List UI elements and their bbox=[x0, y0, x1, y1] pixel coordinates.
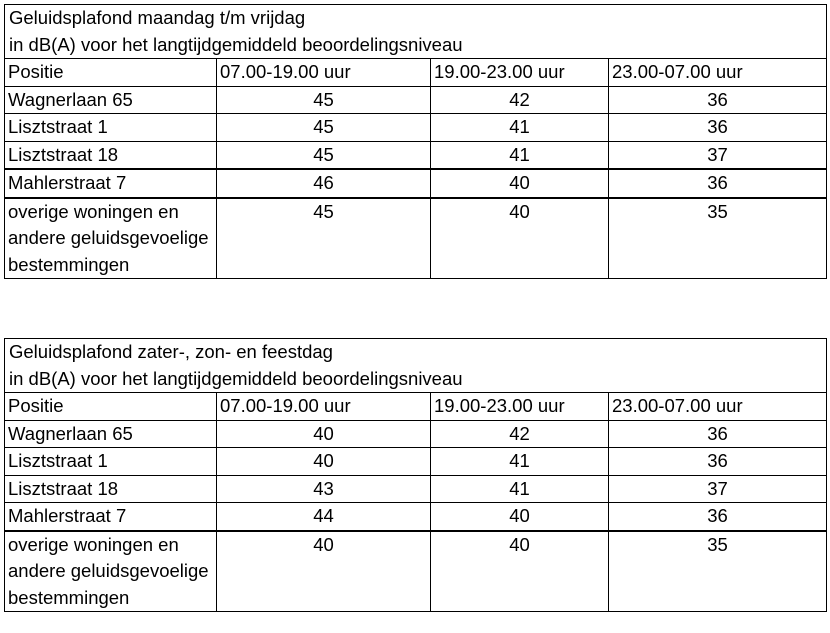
night-value-cell: 36 bbox=[609, 448, 827, 476]
night-value-cell: 36 bbox=[609, 420, 827, 448]
position-cell: overige woningen en andere geluidsgevoelige bestemmingen bbox=[5, 198, 217, 279]
table-subtitle-line: in dB(A) voor het langtijdgemiddeld beoordelingsniveau bbox=[9, 367, 463, 389]
table-row bbox=[5, 198, 827, 279]
position-cell: overige woningen en andere geluidsgevoelige bestemmingen bbox=[5, 531, 217, 612]
table-row bbox=[5, 475, 827, 503]
evening-value-cell: 42 bbox=[431, 86, 609, 114]
table-subtitle-line: in dB(A) voor het langtijdgemiddeld beoordelingsniveau bbox=[9, 33, 463, 55]
position-cell: Wagnerlaan 65 bbox=[5, 86, 217, 114]
table-row bbox=[5, 531, 827, 612]
table-row bbox=[5, 169, 827, 198]
day-value-cell: 46 bbox=[217, 169, 431, 198]
table-row bbox=[5, 141, 827, 169]
position-cell: Lisztstraat 1 bbox=[5, 448, 217, 476]
column-header-position: Positie bbox=[5, 59, 217, 87]
column-header-night: 23.00-07.00 uur bbox=[609, 393, 827, 421]
evening-value-cell: 41 bbox=[431, 475, 609, 503]
day-value-cell: 40 bbox=[217, 448, 431, 476]
day-value-cell: 45 bbox=[217, 198, 431, 279]
column-header-evening: 19.00-23.00 uur bbox=[431, 59, 609, 87]
day-value-cell: 43 bbox=[217, 475, 431, 503]
column-header-day: 07.00-19.00 uur bbox=[217, 59, 431, 87]
evening-value-cell: 41 bbox=[431, 141, 609, 169]
column-header-position: Positie bbox=[5, 393, 217, 421]
table-row bbox=[5, 420, 827, 448]
night-value-cell: 35 bbox=[609, 531, 827, 612]
evening-value-cell: 42 bbox=[431, 420, 609, 448]
column-header-evening: 19.00-23.00 uur bbox=[431, 393, 609, 421]
position-cell: Mahlerstraat 7 bbox=[5, 503, 217, 531]
day-value-cell: 44 bbox=[217, 503, 431, 531]
position-cell: Lisztstraat 1 bbox=[5, 114, 217, 142]
table-row bbox=[5, 114, 827, 142]
table-title bbox=[5, 339, 827, 393]
night-value-cell: 37 bbox=[609, 475, 827, 503]
weekday-noise-table bbox=[4, 4, 827, 279]
table-title bbox=[5, 5, 827, 59]
table-title-line: Geluidsplafond zater-, zon- en feestdag bbox=[9, 341, 333, 362]
night-value-cell: 36 bbox=[609, 503, 827, 531]
night-value-cell: 36 bbox=[609, 169, 827, 198]
day-value-cell: 45 bbox=[217, 141, 431, 169]
night-value-cell: 36 bbox=[609, 114, 827, 142]
day-value-cell: 40 bbox=[217, 420, 431, 448]
position-cell: Lisztstraat 18 bbox=[5, 141, 217, 169]
table-row bbox=[5, 448, 827, 476]
table-title-row bbox=[5, 339, 827, 393]
weekend-noise-table bbox=[4, 338, 827, 612]
table-title-row bbox=[5, 5, 827, 59]
position-cell: Mahlerstraat 7 bbox=[5, 169, 217, 198]
column-header-row bbox=[5, 393, 827, 421]
day-value-cell: 45 bbox=[217, 86, 431, 114]
column-header-night: 23.00-07.00 uur bbox=[609, 59, 827, 87]
evening-value-cell: 41 bbox=[431, 448, 609, 476]
day-value-cell: 45 bbox=[217, 114, 431, 142]
evening-value-cell: 40 bbox=[431, 531, 609, 612]
night-value-cell: 36 bbox=[609, 86, 827, 114]
table-title-line: Geluidsplafond maandag t/m vrijdag bbox=[9, 7, 306, 28]
night-value-cell: 37 bbox=[609, 141, 827, 169]
position-cell: Wagnerlaan 65 bbox=[5, 420, 217, 448]
evening-value-cell: 41 bbox=[431, 114, 609, 142]
evening-value-cell: 40 bbox=[431, 169, 609, 198]
column-header-day: 07.00-19.00 uur bbox=[217, 393, 431, 421]
column-header-row bbox=[5, 59, 827, 87]
night-value-cell: 35 bbox=[609, 198, 827, 279]
evening-value-cell: 40 bbox=[431, 198, 609, 279]
day-value-cell: 40 bbox=[217, 531, 431, 612]
table-row bbox=[5, 86, 827, 114]
evening-value-cell: 40 bbox=[431, 503, 609, 531]
table-row bbox=[5, 503, 827, 531]
position-cell: Lisztstraat 18 bbox=[5, 475, 217, 503]
